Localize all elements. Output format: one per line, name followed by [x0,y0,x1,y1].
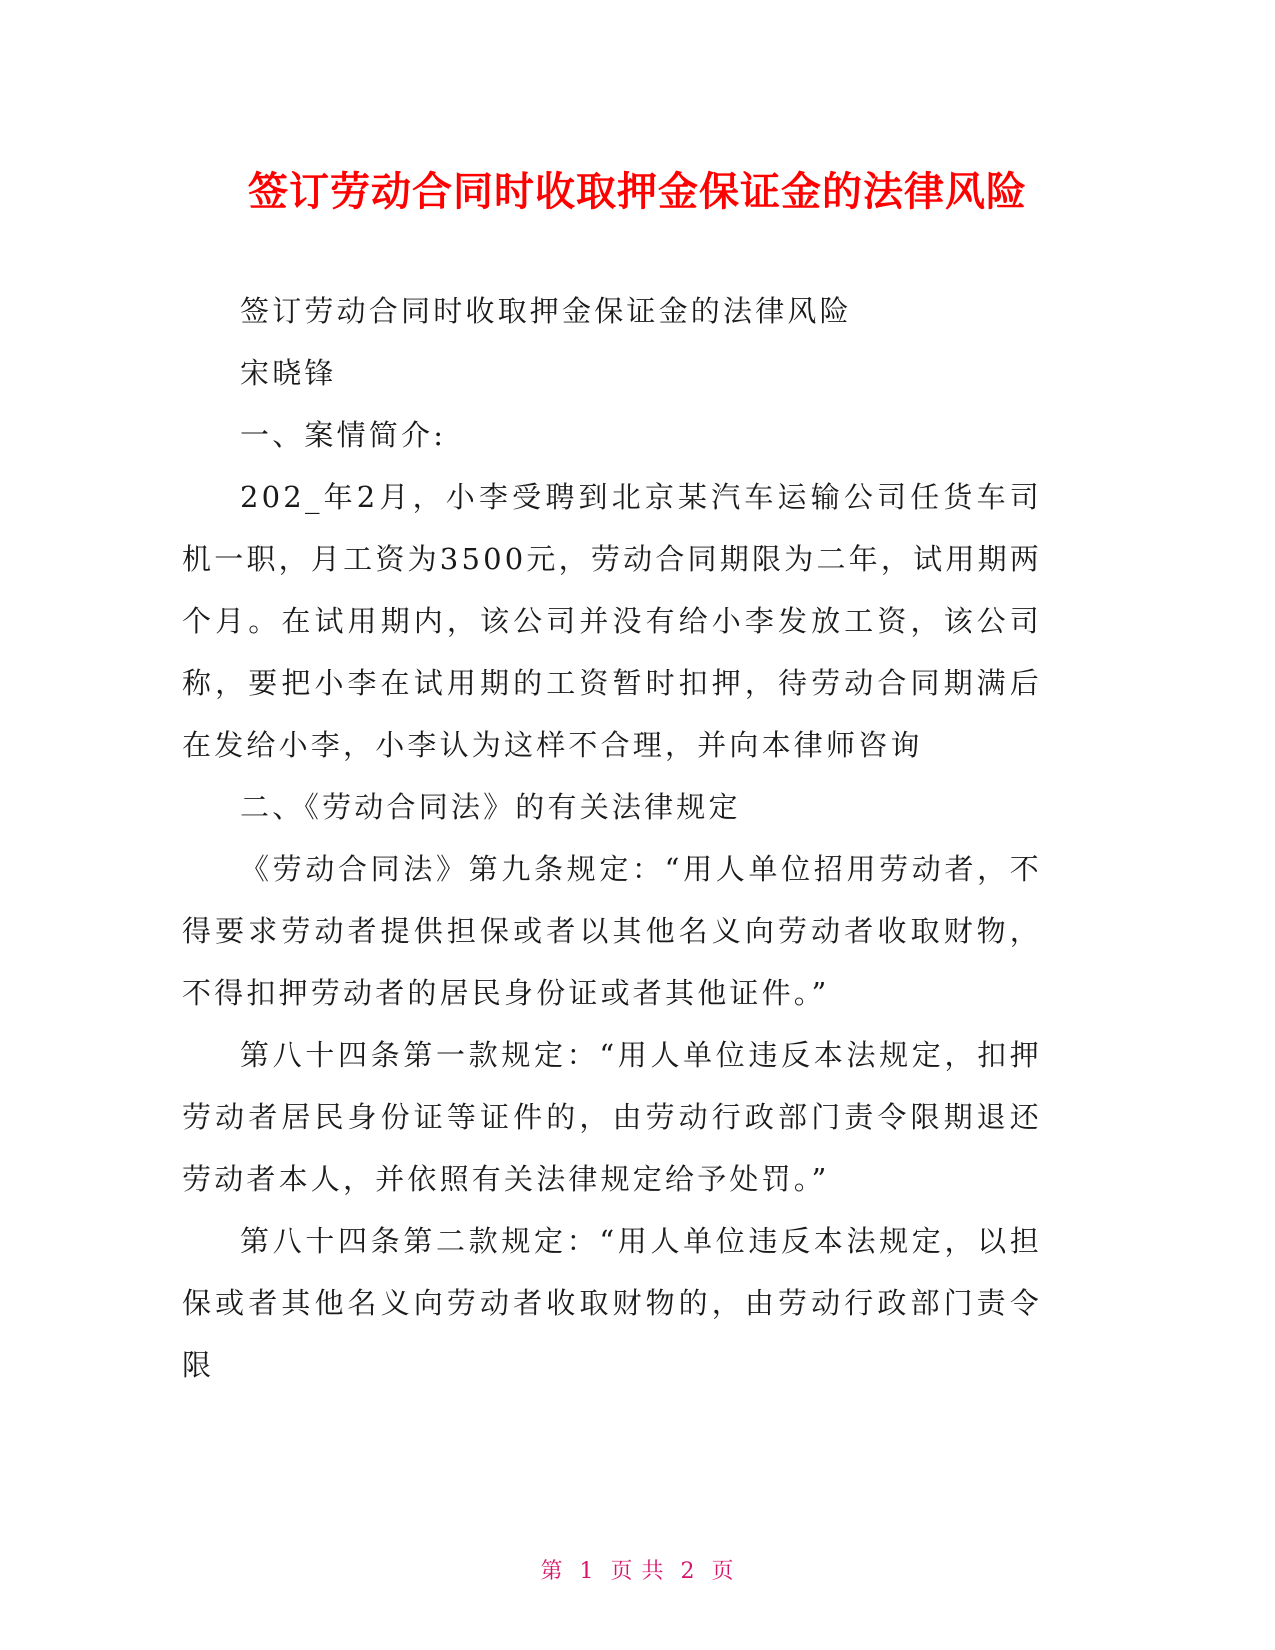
section-heading-law: 二、《劳动合同法》的有关法律规定 [240,790,741,824]
subtitle-paragraph: 签订劳动合同时收取押金保证金的法律风险 [240,294,852,328]
case-paragraph: 202_年2月，小李受聘到北京某汽车运输公司任货车司机一职，月工资为3500元，劳动合同期限为二年，试用期两个月。在试用期内，该公司并没有给小李发放工资，该公司称，要把小李在试用期的工资暂时扣押，待劳动合同期满后在发给小李，小李认为这样不合理，并向本律师咨询 [182,480,1042,762]
footer-middle: 页 共 [610,1559,665,1584]
author-paragraph: 宋晓锋 [240,356,337,390]
footer-total-pages: 2 [680,1559,696,1584]
footer-current-page: 1 [579,1559,595,1584]
footer-prefix: 第 [540,1559,564,1584]
document-body [182,280,1042,1396]
law-article-9-paragraph: 《劳动合同法》第九条规定：“用人单位招用劳动者，不得要求劳动者提供担保或者以其他名义向劳动者收取财物，不得扣押劳动者的居民身份证或者其他证件。” [182,852,1042,1010]
law-article-84-1-paragraph: 第八十四条第一款规定：“用人单位违反本法规定，扣押劳动者居民身份证等证件的，由劳动行政部门责令限期退还劳动者本人，并依照有关法律规定给予处罚。” [182,1038,1042,1196]
footer-suffix: 页 [711,1559,735,1584]
page-number-footer [0,1554,1275,1585]
section-heading-case: 一、案情简介: [240,418,447,452]
document-title: 签订劳动合同时收取押金保证金的法律风险 [248,169,1027,215]
law-article-84-2-paragraph: 第八十四条第二款规定：“用人单位违反本法规定，以担保或者其他名义向劳动者收取财物的，由劳动行政部门责令限 [182,1224,1042,1382]
